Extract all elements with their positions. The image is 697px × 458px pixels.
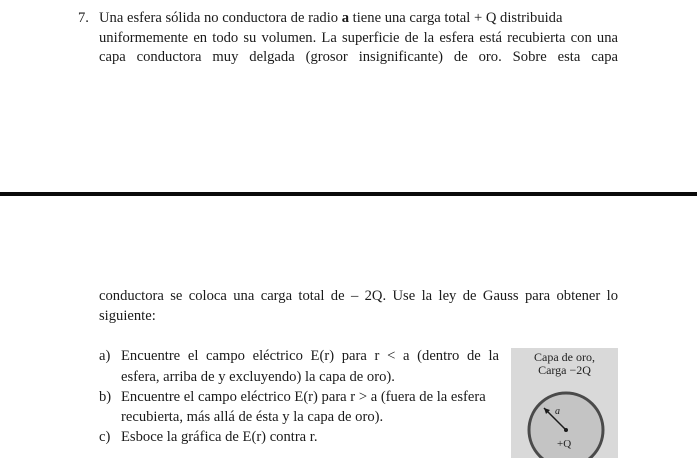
- item-b-line-2: recubierta, más allá de ésta y la capa de oro).: [121, 409, 384, 425]
- sphere-diagram: [511, 348, 618, 458]
- problem-line-2: uniformemente en todo su volumen. La superficie de la esfera está recubierta con una: [99, 30, 618, 46]
- problem-line-3: capa conductora muy delgada (grosor insignificante) de oro. Sobre esta capa: [99, 49, 618, 65]
- problem-line-5: siguiente:: [99, 308, 156, 324]
- sphere-figure: [511, 348, 618, 458]
- item-b-line-1: Encuentre el campo eléctrico E(r) para r > a (fuera de la esfera: [121, 389, 486, 405]
- item-a-line-1: Encuentre el campo eléctrico E(r) para r < a (dentro de la: [121, 348, 499, 364]
- radius-label: a: [555, 406, 560, 417]
- item-c-line-1: Esboce la gráfica de E(r) contra r.: [121, 429, 318, 445]
- figure-label-line-1: Capa de oro,: [534, 350, 595, 364]
- problem-number: 7.: [78, 10, 89, 26]
- item-a-line-2: esfera, arriba de y excluyendo) la capa de oro).: [121, 369, 395, 385]
- item-b-letter: b): [99, 389, 112, 405]
- center-charge-label: +Q: [557, 438, 572, 450]
- page-divider: [0, 192, 697, 196]
- problem-line-1: Una esfera sólida no conductora de radio a tiene una carga total + Q distribuida: [99, 10, 563, 26]
- item-a-letter: a): [99, 348, 111, 364]
- radius-symbol: a: [341, 10, 350, 26]
- problem-line-4: conductora se coloca una carga total de – 2Q. Use la ley de Gauss para obtener lo: [99, 288, 618, 304]
- figure-label-line-2: Carga −2Q: [538, 363, 591, 377]
- item-c-letter: c): [99, 429, 111, 445]
- sphere-center: [564, 428, 568, 432]
